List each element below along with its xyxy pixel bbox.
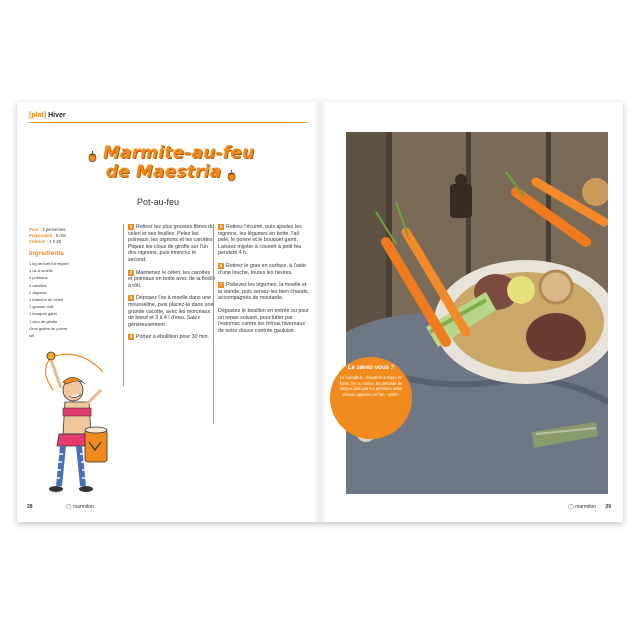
step-text: Déposez l'os à moelle dans une mousseline, puis placez-la dans une grande cocotte, avec les morceaux de bœuf et 3 à 4 l d'eau. Salez généreusement. bbox=[128, 295, 214, 328]
ingredient-item: 1 kg de bœuf à mijoter bbox=[29, 261, 70, 266]
ingredient-item: 2 oignons bbox=[29, 289, 47, 295]
ingredient-item: sel bbox=[29, 333, 35, 339]
pour-value: 4 personnes bbox=[42, 227, 66, 232]
recipe-step bbox=[218, 282, 310, 302]
recipe-closing: Dégustez le bouillon en entrée ou pour un repas suivant, pour lutter par l'estomac contre les frimas hivernaux de notre douce contrée gauloise. bbox=[218, 307, 309, 334]
callout-text: Le caccabus, chaudron antique en fonte, fer ou cuivre, fut précédé de longue date par les premiers woks chinois apparus en l'an - 1000 ! bbox=[339, 375, 403, 397]
step-number: 4 bbox=[129, 334, 133, 340]
step-number: 6 bbox=[219, 262, 223, 268]
cook-value: 4 h 30 bbox=[49, 239, 61, 244]
step-text: Portez à ébullition pour 30 min. bbox=[136, 334, 210, 341]
marmiton-logo-icon: ◯ bbox=[65, 504, 72, 510]
step-number: 5 bbox=[219, 224, 223, 229]
right-footer bbox=[568, 504, 611, 510]
step-number: 1 bbox=[129, 224, 133, 229]
ingredients-list bbox=[29, 260, 84, 339]
steps-column-2 bbox=[213, 224, 310, 424]
callout-title: Le savez-vous ? bbox=[347, 365, 395, 371]
section-bracket: [plat] bbox=[29, 112, 47, 119]
recipe-meta bbox=[29, 227, 66, 245]
recipe-title-line1: Marmite-au-feu bbox=[102, 143, 255, 163]
recipe-title bbox=[81, 144, 261, 182]
step-number: 7 bbox=[219, 282, 223, 288]
prep-value: 5 min bbox=[56, 233, 67, 238]
cook-label: Cuisson : bbox=[29, 239, 49, 244]
section-name: Hiver bbox=[48, 112, 66, 119]
recipe-step bbox=[218, 224, 310, 257]
right-page bbox=[320, 102, 623, 522]
pour-label: Pour : bbox=[29, 227, 42, 232]
step-text: Retirez l'écume, puis ajoutez les oignons, les légumes en botte, l'ail pelé, le poivre et le bouquet garni. Laissez mijoter à couvert à petit feu pendant 4 h. bbox=[218, 224, 302, 257]
step-number: 2 bbox=[129, 269, 133, 275]
ingredients-title: Ingrédients bbox=[29, 250, 65, 257]
steps-column-1 bbox=[123, 224, 216, 386]
ingredient-item: 1 branche de céleri bbox=[29, 297, 64, 303]
spread-gutter bbox=[313, 102, 327, 522]
did-you-know-callout bbox=[330, 357, 412, 439]
marmiton-logo-icon: ◯ bbox=[568, 504, 574, 510]
recipe-step bbox=[218, 263, 310, 276]
pot-au-feu-photo bbox=[346, 132, 608, 494]
left-page-number: 28 bbox=[27, 504, 33, 510]
acorn-icon bbox=[88, 148, 97, 159]
step-text: Prélevez les légumes, la moelle et la viande, puis servez-les bien chauds, accompagnés de moutarde. bbox=[218, 282, 309, 302]
right-page-number: 29 bbox=[605, 504, 611, 510]
step-text: Maintenez le céleri, les carottes et poireaux en botte avec de la ficelle à rôti. bbox=[128, 269, 216, 289]
ingredient-item: 4 carottes bbox=[29, 282, 47, 288]
acorn-icon bbox=[227, 167, 236, 178]
left-page bbox=[17, 102, 320, 522]
recipe-title-line2: de Maestria bbox=[105, 162, 222, 182]
section-rule bbox=[29, 122, 307, 123]
step-text: Retirez le gras en surface, à l'aide d'une louche, toutes les heures. bbox=[218, 262, 306, 276]
section-tag bbox=[29, 112, 66, 119]
right-brand: marmiton bbox=[575, 504, 597, 510]
ingredient-item: 1 os à moelle bbox=[29, 268, 53, 274]
recipe-step bbox=[128, 270, 216, 290]
step-number: 3 bbox=[129, 295, 133, 301]
recipe-step bbox=[128, 295, 216, 328]
magazine-spread bbox=[17, 102, 623, 522]
ingredient-item: 1 gousse d'ail bbox=[29, 304, 54, 310]
left-footer bbox=[27, 504, 94, 510]
recipe-step bbox=[128, 334, 216, 341]
drummer-illustration bbox=[39, 350, 115, 496]
ingredient-item: 4 poireaux bbox=[29, 275, 48, 281]
recipe-subtitle: Pot-au-feu bbox=[137, 197, 180, 207]
ingredient-item: 1 bouquet garni bbox=[29, 311, 57, 317]
left-brand: marmiton bbox=[72, 504, 94, 510]
prep-label: Préparation : bbox=[29, 233, 55, 238]
step-text: Retirez les plus grosses fibres du céleri et ses feuilles. Pelez les poireaux, les oignons et les carottes. Piquez les clous de girofle sur l'un des oignons, puis émincez le second. bbox=[128, 224, 215, 263]
recipe-step bbox=[128, 224, 216, 264]
ingredient-item: 1 clou de girofle bbox=[29, 318, 58, 324]
ingredient-item: Gros grains de poivre bbox=[29, 325, 68, 331]
